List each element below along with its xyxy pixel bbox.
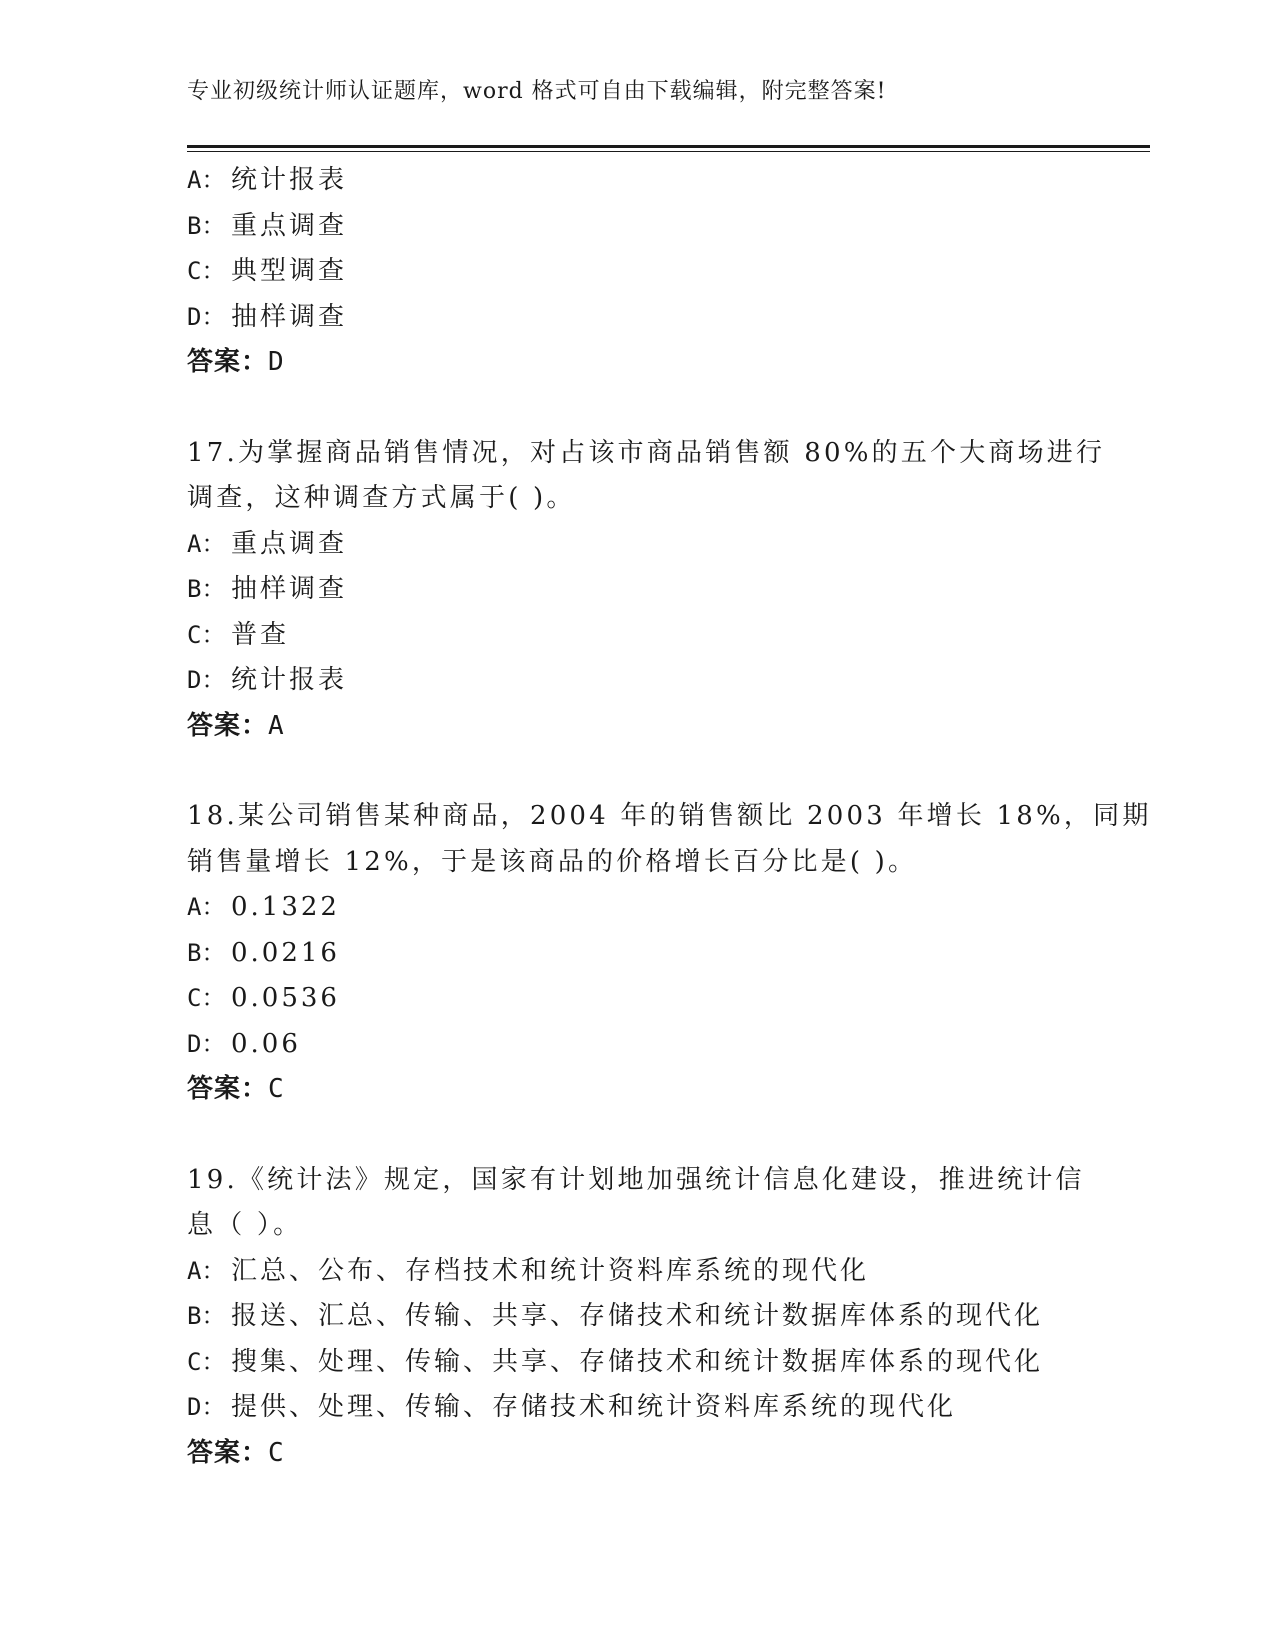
question-content: [187, 158, 1152, 1476]
question-stem: 息（ ）。: [187, 1210, 303, 1240]
answer-line: 答案：A: [187, 710, 285, 741]
option-b: B： 抽样调查: [187, 574, 348, 604]
option-d: D： 提供、处理、传输、存储技术和统计资料库系统的现代化: [187, 1392, 957, 1422]
question-stem: 19.《统计法》规定，国家有计划地加强统计信息化建设，推进统计信: [187, 1164, 1085, 1195]
option-c: C： 搜集、处理、传输、共享、存储技术和统计数据库体系的现代化: [187, 1346, 1044, 1377]
option-c: C： 普查: [187, 619, 290, 650]
question-stem: 销售量增长 12%，于是该商品的价格增长百分比是( )。: [187, 846, 918, 877]
option-b: B： 0.0216: [187, 937, 340, 968]
answer-line: 答案：C: [187, 1437, 285, 1468]
question-18: [187, 794, 1152, 1113]
page-header: 专业初级统计师认证题库，word 格式可自由下载编辑，附完整答案!: [187, 79, 887, 104]
option-d: D： 0.06: [187, 1028, 301, 1059]
header-rule-thick: [187, 145, 1150, 148]
option-d: D： 抽样调查: [187, 301, 348, 332]
option-a: A： 汇总、公布、存档技术和统计资料库系统的现代化: [187, 1255, 870, 1286]
option-a: A： 重点调查: [187, 528, 348, 559]
answer-line: 答案：C: [187, 1074, 285, 1104]
option-a: A： 0.1322: [187, 892, 340, 922]
option-d: D： 统计报表: [187, 665, 348, 695]
prev-question: [187, 158, 1087, 386]
question-stem: 18.某公司销售某种商品，2004 年的销售额比 2003 年增长 18%，同期: [187, 801, 1152, 831]
option-c: C： 典型调查: [187, 256, 348, 286]
question-17: [187, 431, 1106, 750]
question-stem: 17.为掌握商品销售情况，对占该市商品销售额 80%的五个大商场进行: [187, 437, 1106, 468]
option-c: C： 0.0536: [187, 983, 340, 1013]
header-rule-thin: [187, 151, 1150, 152]
answer-line: 答案：D: [187, 347, 285, 377]
question-19: [187, 1158, 1087, 1477]
option-b: B： 报送、汇总、传输、共享、存储技术和统计数据库体系的现代化: [187, 1301, 1044, 1331]
option-b: B： 重点调查: [187, 210, 348, 241]
question-stem: 调查，这种调查方式属于( )。: [187, 483, 576, 513]
option-a: A： 统计报表: [187, 165, 348, 195]
